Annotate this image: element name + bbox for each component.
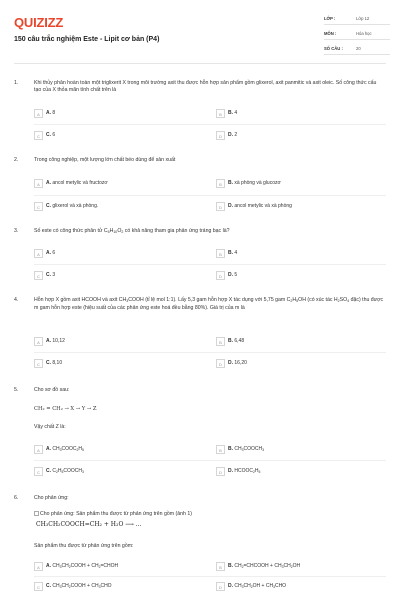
option-text: $CH_3COOC_2H_5$: [52, 446, 84, 452]
question-number: 1.: [14, 80, 19, 86]
question-text: Khi thủy phân hoàn toàn một triglixerit X trong môi trường axit thu được hỗn hợp sản phẩm gồm glixerol, axit panmitic và axit oleic. Số công thức cấu tạo của X thỏa mãn tính chất trên là: [34, 80, 377, 93]
option-b[interactable]: [216, 336, 384, 348]
option-label: A.: [46, 110, 51, 116]
option-text: $C_2H_5COOCH_3$: [52, 468, 84, 474]
meta-value: 20: [356, 46, 361, 51]
option-letter-box: B: [216, 109, 225, 118]
option-letter-box: D: [216, 582, 225, 591]
option-c[interactable]: [34, 466, 202, 478]
option-c[interactable]: [34, 358, 202, 370]
option-letter-box: B: [216, 337, 225, 346]
meta-divider: [324, 39, 390, 40]
reaction-scheme: CH₂ = CH₂ → X → Y → Z: [34, 406, 97, 412]
option-separator: [34, 352, 386, 353]
option-text: 8: [52, 110, 56, 116]
option-text: 16,20: [234, 360, 247, 366]
option-text: 6,48: [234, 338, 245, 344]
option-letter-box: C: [34, 202, 43, 211]
option-letter-box: D: [216, 359, 225, 368]
option-b[interactable]: [216, 444, 384, 456]
option-label: D.: [228, 583, 233, 589]
option-text: ancol metylic và fructozơ: [52, 180, 108, 186]
option-label: B.: [228, 250, 233, 256]
question-text: Cho phản ứng:: [34, 495, 69, 501]
option-label: B.: [228, 338, 233, 344]
option-text: $CH_2=CHCOOH + CH_3CH_2OH$: [234, 563, 301, 569]
option-c[interactable]: [34, 581, 202, 593]
option-letter-box: D: [216, 202, 225, 211]
option-text: glixerol và xà phòng.: [52, 203, 99, 209]
question-text: Số este có công thức phân tử $C_5H_{10}O_2$ có khả năng tham gia phản ứng tráng bạc là?: [34, 228, 230, 234]
question-number: 6.: [14, 495, 19, 501]
option-label: C.: [46, 132, 51, 138]
option-d[interactable]: [216, 581, 384, 593]
option-label: C.: [46, 468, 51, 474]
option-label: A.: [46, 250, 51, 256]
reaction-equation: CH₃CH₂COOCH=CH₂ + H₂O ⟶ ...: [36, 521, 142, 528]
question-number: 4.: [14, 297, 19, 303]
option-label: C.: [46, 360, 51, 366]
option-separator: [34, 460, 386, 461]
option-label: C.: [46, 272, 51, 278]
option-b[interactable]: [216, 108, 384, 120]
option-text: xà phòng và glucozơ: [234, 180, 281, 186]
question-text: Hỗn hợp X gồm axit HCOOH và axit $CH_3COOH$ (tỉ lệ mol 1:1). Lấy 5,3 gam hỗn hợp X tác dụng với 5,75 gam $C_2H_5OH$ (có xúc tác $H_2SO_4$ đặc) thu được m gam hỗn hợp este (hiệu suất của các phản ứng este hoá đều bằng 80%). Giá trị của m là: [34, 297, 384, 311]
option-a[interactable]: [34, 336, 202, 348]
option-label: B.: [228, 563, 233, 569]
option-text: 6: [52, 250, 56, 256]
option-letter-box: A: [34, 179, 43, 188]
image-alt-text: Cho phản ứng: Sản phẩm thu được từ phản ứng trên gồm (ảnh 1): [40, 511, 192, 517]
question-followup: Vậy chất Z là:: [34, 424, 66, 430]
option-letter-box: B: [216, 179, 225, 188]
meta-row-class: [324, 13, 390, 25]
meta-row-count: [324, 43, 390, 55]
option-a[interactable]: [34, 561, 202, 573]
option-d[interactable]: [216, 130, 384, 142]
option-text: 3: [52, 272, 56, 278]
meta-divider: [324, 24, 390, 25]
question-text: Trong công nghiệp, một lượng lớn chất béo dùng để sản xuất: [34, 157, 176, 163]
option-label: D.: [228, 272, 233, 278]
meta-value: Hóa học: [356, 31, 372, 36]
header-rule: [14, 63, 386, 64]
option-text: $CH_3COOCH_3$: [234, 446, 265, 452]
option-letter-box: C: [34, 271, 43, 280]
option-letter-box: C: [34, 467, 43, 476]
option-letter-box: A: [34, 109, 43, 118]
question-number: 2.: [14, 157, 19, 163]
option-b[interactable]: [216, 561, 384, 573]
option-d[interactable]: [216, 201, 384, 213]
option-a[interactable]: [34, 248, 202, 260]
option-c[interactable]: [34, 130, 202, 142]
option-label: D.: [228, 132, 233, 138]
question-text: Cho sơ đồ sau:: [34, 387, 70, 393]
meta-key: LỚP :: [324, 16, 336, 21]
option-letter-box: B: [216, 445, 225, 454]
option-text: $CH_3CH_2COOH + CH_3CHO$: [52, 583, 112, 589]
option-c[interactable]: [34, 201, 202, 213]
reaction-image: [34, 511, 192, 517]
option-separator: [34, 576, 386, 577]
option-label: B.: [228, 180, 233, 186]
option-label: D.: [228, 360, 233, 366]
option-label: B.: [228, 110, 233, 116]
option-letter-box: D: [216, 467, 225, 476]
broken-image-icon: [34, 511, 39, 516]
option-label: D.: [228, 468, 233, 474]
question-followup: Sản phẩm thu được từ phản ứng trên gồm:: [34, 543, 134, 549]
option-text: 6: [52, 132, 56, 138]
meta-key: SỐ CÂU :: [324, 46, 343, 51]
option-letter-box: A: [34, 249, 43, 258]
option-text: 8,10: [52, 360, 63, 366]
option-separator: [34, 195, 386, 196]
option-text: $CH_3CH_2COOH$ + $CH_2=CHOH$: [52, 563, 119, 569]
option-text: 10,12: [52, 338, 65, 344]
option-b[interactable]: [216, 178, 384, 190]
option-letter-box: B: [216, 249, 225, 258]
option-text: $HCOOC_2H_5$: [234, 468, 261, 474]
meta-value: Lớp 12: [356, 16, 370, 21]
meta-key: MÔN :: [324, 31, 337, 36]
meta-row-subject: [324, 28, 390, 40]
option-text: 4: [234, 250, 238, 256]
option-separator: [34, 264, 386, 265]
option-text: ancol metylic và xà phòng: [234, 203, 292, 209]
option-separator: [34, 124, 386, 125]
option-letter-box: C: [34, 131, 43, 140]
option-letter-box: D: [216, 131, 225, 140]
option-b[interactable]: [216, 248, 384, 260]
option-letter-box: D: [216, 271, 225, 280]
option-letter-box: C: [34, 359, 43, 368]
option-letter-box: A: [34, 445, 43, 454]
option-d[interactable]: [216, 358, 384, 370]
option-label: D.: [228, 203, 233, 209]
question-number: 3.: [14, 228, 19, 234]
option-text: 5: [234, 272, 238, 278]
option-letter-box: A: [34, 337, 43, 346]
option-a[interactable]: [34, 444, 202, 456]
option-label: B.: [228, 446, 233, 452]
option-text: $CH_3CH_2OH + CH_3CHO$: [234, 583, 287, 589]
option-label: A.: [46, 338, 51, 344]
worksheet-title: 150 câu trắc nghiệm Este - Lipit cơ bản (P4): [14, 36, 160, 43]
option-label: A.: [46, 180, 51, 186]
option-letter-box: A: [34, 562, 43, 571]
option-d[interactable]: [216, 270, 384, 282]
option-text: 4: [234, 110, 238, 116]
quizizz-logo: QUIZIZZ: [14, 15, 64, 30]
option-letter-box: C: [34, 582, 43, 591]
option-d[interactable]: [216, 466, 384, 478]
option-letter-box: B: [216, 562, 225, 571]
option-a[interactable]: [34, 108, 202, 120]
question-number: 5.: [14, 387, 19, 393]
meta-divider: [324, 54, 390, 55]
option-a[interactable]: [34, 178, 202, 190]
option-label: C.: [46, 203, 51, 209]
option-label: C.: [46, 583, 51, 589]
option-label: A.: [46, 563, 51, 569]
option-c[interactable]: [34, 270, 202, 282]
option-label: A.: [46, 446, 51, 452]
option-text: 2: [234, 132, 238, 138]
